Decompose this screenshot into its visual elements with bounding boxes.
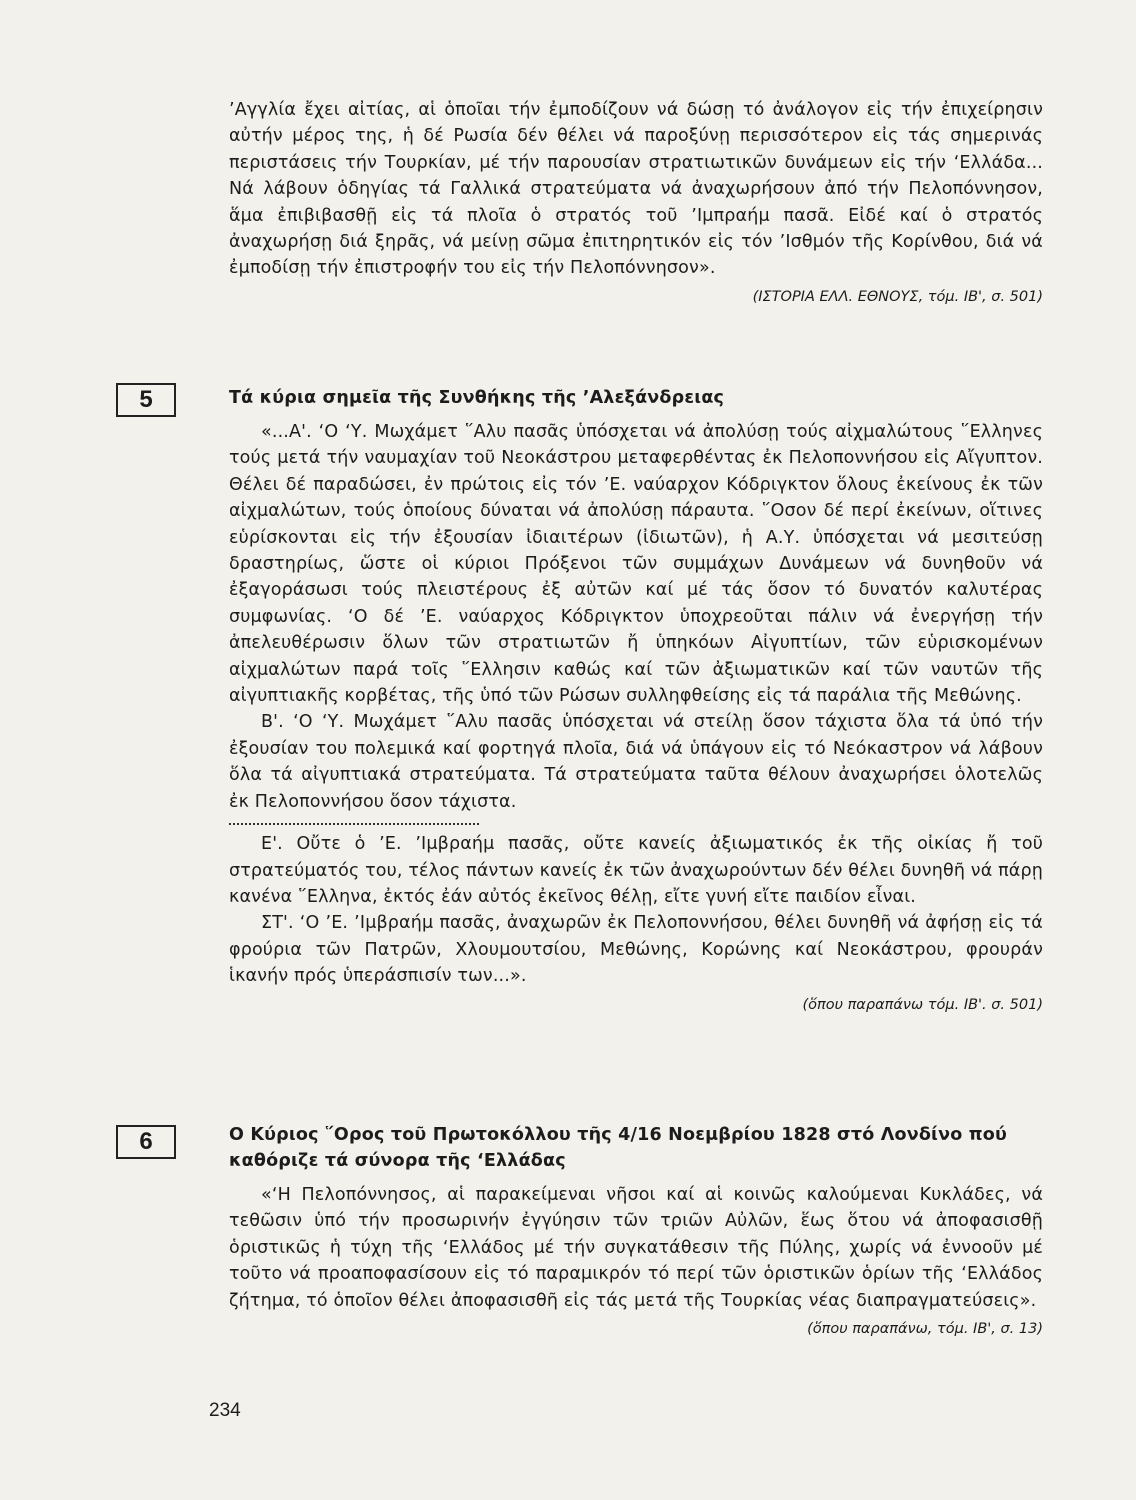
section-6 — [229, 1122, 1043, 1342]
top-passage-text: ’Αγγλία ἔχει αἰτίας, αἱ ὁποῖαι τήν ἐμποδίζουν νά δώσῃ τό ἀνάλογον εἰς τήν ἐπιχείρησιν αὐτήν μέρος της, ἡ δέ Ρωσία δέν θέλει νά παροξύνῃ περισσότερον εἰς τάς σημερινάς περιστάσεις τήν Τουρκίαν, μέ τήν παρουσίαν στρατιωτικῶν δυνάμεων εἰς τήν ‘Ελλάδα... Νά λάβουν ὁδηγίας τά Γαλλικά στρατεύματα νά ἀναχωρήσουν ἀπό τήν Πελοπόννησον, ἅμα ἐπιβιβασθῇ εἰς τά πλοῖα ὁ στρατός τοῦ ’Ιμπραήμ πασᾶ. Εἰδέ καί ὁ στρατός ἀναχωρήσῃ διά ξηρᾶς, νά μείνῃ σῶμα ἐπιτηρητικόν εἰς τόν ’Ισθμόν τῆς Κορίνθου, διά νά ἐμποδίσῃ τήν ἐπιστροφήν του εἰς τήν Πελοπόννησον». — [229, 100, 1043, 279]
section-5-article-a: «...Α'. ‘Ο ‘Υ. Μωχάμετ ῞Αλυ πασᾶς ὑπόσχεται νά ἀπολύσῃ τούς αἰχμαλώτους ῞Ελληνες τούς μετά τήν ναυμαχίαν τοῦ Νεοκάστρου μεταφερθέντας ἐκ Πελοποννήσου εἰς Αἴγυπτον. Θέλει δέ παραδώσει, ἐν πρώτοις εἰς τόν ’Ε. ναύαρχον Κόδριγκτον ὅλους ἐκείνους ἐκ τῶν αἰχμαλώτων, τούς ὁποίους δύναται νά ἀπολύσῃ πάραυτα. ῞Οσον δέ περί ἐκείνων, οἵτινες εὑρίσκονται εἰς τήν ἐξουσίαν ἰδιαιτέρων (ἰδιωτῶν), ἡ Α.Υ. ὑπόσχεται νά μεσιτεύσῃ δραστηρίως, ὥστε οἱ κύριοι Πρόξενοι τῶν συμμάχων Δυνάμεων νά δυνηθοῦν νά ἐξαγοράσωσι τούς πλειστέρους ἐξ αὐτῶν καί μέ τάς ὅσον τό δυνατόν καλυτέρας συμφωνίας. ‘Ο δέ ’Ε. ναύαρχος Κόδριγκτον ὑποχρεοῦται πάλιν νά ἐνεργήσῃ τήν ἀπελευθέρωσιν ὅλων τῶν στρατιωτῶν ἤ ὑπηκόων Αἰγυπτίων, τῶν εὑρισκομένων αἰχμαλώτων παρά τοῖς ῞Ελλησιν καθώς καί τῶν ἀξιωματικῶν καί τῶν ναυτῶν τῆς αἰγυπτιακῆς κορβέτας, τῆς ὑπό τῶν Ρώσων συλληφθείσης εἰς τά παράλια τῆς Μεθώνης. — [229, 422, 1043, 707]
page-number: 234 — [209, 1400, 241, 1421]
top-passage — [229, 97, 1043, 310]
omission-dotted-line — [229, 823, 479, 825]
section-6-title: Ο Κύριος ῞Ορος τοῦ Πρωτοκόλλου τῆς 4/16 Νοεμβρίου 1828 στό Λονδίνο πού καθόριζε τά σύνορα τῆς ‘Ελλάδας — [229, 1125, 1007, 1171]
section-6-text: «‘Η Πελοπόννησος, αἱ παρακείμεναι νῆσοι καί αἱ κοινῶς καλούμεναι Κυκλάδες, νά τεθῶσιν ὑπό τήν προσωρινήν ἐγγύησιν τῶν τριῶν Αὐλῶν, ἕως ὅτου νά ἀποφασισθῇ ὁριστικῶς ἡ τύχη τῆς ‘Ελλάδος μέ τήν συγκατάθεσιν τῆς Πύλης, χωρίς νά ἐννοοῦν μέ τοῦτο νά προαποφασίσουν εἰς τό παραμικρόν τό περί τῶν ὁριστικῶν ὁρίων τῆς ‘Ελλάδος ζήτημα, τό ὁποῖον θέλει ἀποφασισθῆ εἰς τάς μετά τῆς Τουρκίας νέας διαπραγματεύσεις». — [229, 1185, 1043, 1311]
section-5-citation: (ὅπου παραπάνω τόμ. ΙΒ'. σ. 501) — [802, 996, 1043, 1013]
section-5-title: Τά κύρια σημεῖα τῆς Συνθήκης τῆς ’Αλεξάνδρειας — [229, 388, 725, 408]
section-5-article-e: Ε'. Οὔτε ὁ ’Ε. ’Ιμβραήμ πασᾶς, οὔτε κανείς ἀξιωματικός ἐκ τῆς οἰκίας ἤ τοῦ στρατεύματός του, τέλος πάντων κανείς ἐκ τῶν ἀναχωρούντων δέν θέλει δυνηθῆ νά πάρῃ κανένα ῞Ελληνα, ἐκτός ἐάν αὐτός ἐκεῖνος θέλῃ, εἴτε γυνή εἴτε παιδίον εἶναι. — [229, 834, 1043, 907]
section-5-article-st: ΣΤ'. ‘Ο ’Ε. ’Ιμβραήμ πασᾶς, ἀναχωρῶν ἐκ Πελοποννήσου, θέλει δυνηθῆ νά ἀφήσῃ εἰς τά φρούρια τῶν Πατρῶν, Χλουμουτσίου, Μεθώνης, Κορώνης καί Νεοκάστρου, φρουράν ἱκανήν πρός ὑπεράσπισίν των...». — [229, 913, 1043, 987]
top-passage-citation: (ΙΣΤΟΡΙΑ ΕΛΛ. ΕΘΝΟΥΣ, τόμ. ΙΒ', σ. 501) — [752, 288, 1043, 305]
section-5-article-b: Β'. ‘Ο ‘Υ. Μωχάμετ ῞Αλυ πασᾶς ὑπόσχεται νά στείλῃ ὅσον τάχιστα ὅλα τά ὑπό τήν ἐξουσίαν του πολεμικά καί φορτηγά πλοῖα, διά νά ὑπάγουν εἰς τό Νεόκαστρον νά λάβουν ὅλα τά αἰγυπτιακά στρατεύματα. Τά στρατεύματα ταῦτα θέλουν ἀναχωρήσει ὁλοτελῶς ἐκ Πελοποννήσου ὅσον τάχιστα. — [229, 712, 1043, 812]
section-6-citation: (ὅπου παραπάνω, τόμ. ΙΒ', σ. 13) — [807, 1321, 1043, 1338]
section-5 — [229, 385, 1043, 1018]
section-5-number: 5 — [116, 383, 176, 417]
section-6-number: 6 — [116, 1125, 176, 1159]
